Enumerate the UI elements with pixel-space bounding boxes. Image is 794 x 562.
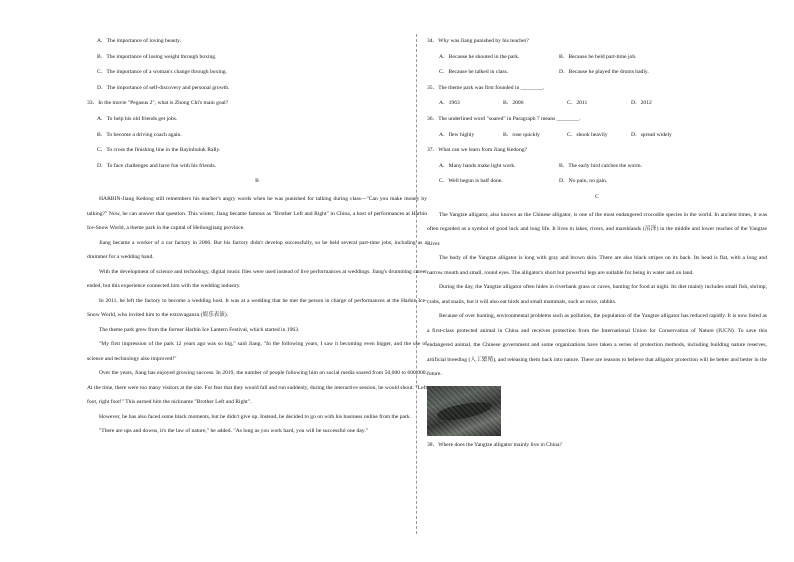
q37-option-c: C．Well begun is half done. [439,178,503,185]
q36-option-d: D．spread widely [631,131,672,138]
q34-option-d: D．Because he played the drums badly. [559,69,649,76]
q33-option-d: D．To face challenges and have fun with his friends. [97,162,217,169]
q34-option-c: C．Because he talked in class. [439,69,509,76]
passage-b-paragraph-8: However, he has also faced some black moments, but he didn't give up. Instead, he decided to go on with his business online from the park. [99,413,412,420]
q32-options [87,38,427,92]
q35-option-b: B．2006 [503,100,524,107]
q36-option-a: A．flew highly [439,131,475,138]
passage-b-paragraph-1: HARBIN-Jiang Kedong still remembers his teacher's angry words when he was punished for talking during class—"Can you make money by talking?" Now, he can answer that question. This winter, Jiang became famous as "Brother Left and Right" in China, a host of performances at Harbin Ice-Snow World, a theme park in the capital of Heilongjiang province. [87,196,427,232]
q34-options-row-2 [427,69,767,76]
q37-options-row-2 [427,178,767,185]
passage-b-paragraph-3: With the development of science and technology, digital music files were used instead of live performances at weddings. Jiang's drumming career ended, but this experience connected him with the wedding industry. [87,268,427,290]
q32-option-c: C．The importance of a woman's change through boxing. [97,69,227,76]
q36-options [427,132,767,139]
q36-option-c: C．shook heavily [567,131,608,138]
q36-option-b: B．rose quickly [503,131,540,138]
right-column [427,38,767,458]
q38-stem: 38．Where does the Yangtze alligator mainly live in China? [427,441,562,448]
q33-stem: 33．In the movie "Pegasus 2", what is Zhong Chi's main goal? [87,100,229,107]
q35-option-c: C．2011 [567,100,588,107]
q37-options-row-1 [427,163,767,170]
q37-option-a: A．Many hands make light work. [439,162,516,169]
passage-c-paragraph-1: The Yangtze alligator, also known as the Chinese alligator, is one of the most endangered crocodile species in the world. In ancient times, it was often regarded as a symbol of good luck and long life. It lives in lakes, rivers, and marshlands (沼泽) in the middle and lower reaches of the Yangtze River. [427,211,767,247]
q32-option-d: D．The importance of self-discovery and personal growth. [97,84,230,91]
q35-stem: 35．The theme park was first founded in ________. [427,84,545,91]
q33-option-b: B．To become a driving coach again. [97,131,182,138]
passage-b-paragraph-4: In 2011, he left the factory to become a wedding host. It was at a wedding that he met the person in charge of performances at the Harbin Ice-Snow World, who invited him to the extravaganza (娱乐表演). [87,297,427,319]
passage-b [87,192,427,439]
q32-option-a: A．The importance of loving beauty. [97,38,181,44]
q34-option-a: A．Because he shouted in the park. [439,53,520,60]
passage-c-paragraph-4: Because of over hunting, environmental problems such as pollution, the population of the Yangtze alligator has reduced rapidly. It is now listed as a first-class protected animal in China and receives protection from the International Union for Conservation of Nature (IUCN). To save this endangered animal, the Chinese government and some organizations have taken a series of protection methods, including building nature reserves, artificial breeding (人工繁殖), and releasing them back into nature. There are reasons to believe that alligator protection will be better and better in the future. [427,313,767,378]
passage-b-paragraph-6: "My first impression of the park 12 years ago was so big," said Jiang. "In the following years, I saw it becoming even bigger, and the use of science and technology also improved!" [87,341,427,362]
passage-c-paragraph-3: During the day, the Yangtze alligator often hides in riverbank grass or caves, hunting for food at night. Its diet mainly includes small fish, shrimp, crabs, and snails, but it will also eat birds and small mammals, such as mice, rabbits. [427,284,767,305]
q37-stem: 37．What can we learn from Jiang Kedong? [427,147,528,154]
passage-b-paragraph-5: The theme park grew from the former Harbin Ice Lantern Festival, which started in 1963. [99,326,300,333]
q32-option-b: B．The importance of losing weight through boxing. [97,53,217,60]
passage-b-paragraph-9: "There are ups and downs, it's the law of nature," he added. "As long as you work hard, you will be successful one day." [99,428,368,435]
passage-c [427,208,767,382]
q37-option-b: B．The early bird catches the worm. [559,162,642,169]
passage-b-paragraph-2: Jiang became a worker of a car factory in 2006. But his factory didn't develop successfully, so he held several part-time jobs, including as a drummer for a wedding band. [87,239,427,261]
q37-option-d: D．No pain, no gain. [559,178,608,185]
passage-b-paragraph-7: Over the years, Jiang has enjoyed growing success. In 2019, the number of people following him on social media soared from 50,000 to 600,000. At the time, there were too many visitors at the site. For fear that they would fall and run suddenly, during the interactive session, he would shout: "Left foot, right foot!" This earned him the nickname "Brother Left and Right". [87,370,427,406]
section-b-label: B [255,178,259,185]
q35-option-d: D．2012 [631,100,652,107]
alligator-photo [427,386,501,436]
q36-stem: 36．The underlined word "soared" in Paragraph 7 means ________. [427,115,581,122]
q35-options [427,100,767,107]
q35-option-a: A．1963 [439,100,460,107]
passage-c-paragraph-2: The body of the Yangtze alligator is long with gray and brown skin. There are also black stripes on its back. Its head is flat, with a long and narrow mouth and small, round eyes. The alligator's short but powerful legs are suitable for being in water and on land. [427,255,767,276]
q34-option-b: B．Because he held part-time job. [559,53,637,60]
q34-options-row-1 [427,54,767,61]
left-column [87,38,427,439]
q33-option-a: A．To help his old friends get jobs. [97,115,178,122]
section-c-label: C [595,193,599,200]
q33-option-c: C．To cross the finishing line in the Bayinbuluk Rally. [97,147,221,154]
q34-stem: 34．Why was Jiang punished by his teacher? [427,38,529,44]
